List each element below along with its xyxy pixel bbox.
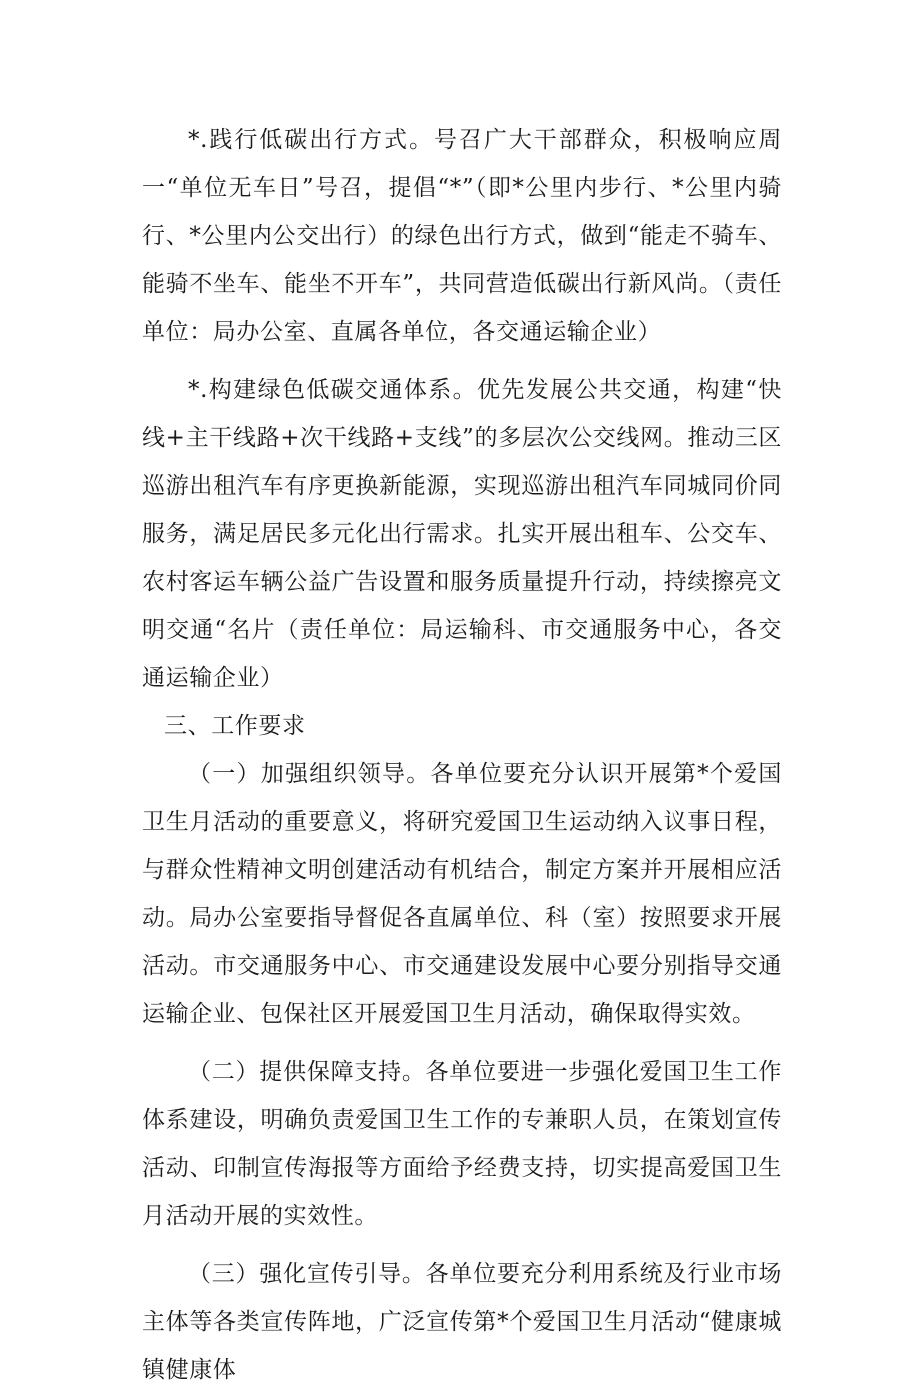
section-heading-work-requirements: 三、工作要求 [164,713,306,739]
requirement-support-guarantee: （二）提供保障支持。各单位要进一步强化爱国卫生工作体系建设，明确负责爱国卫生工作的专兼职人员，在策划宣传活动、印制宣传海报等方面给予经费支持，切实提高爱国卫生月活动开展的实效性。 [142,1059,782,1229]
requirement-publicity-guidance: （三）强化宣传引导。各单位要充分利用系统及行业市场主体等各类宣传阵地，广泛宣传第*个爱国卫生月活动“健康城镇健康体 [142,1261,782,1383]
requirement-organization-leadership: （一）加强组织领导。各单位要充分认识开展第*个爱国卫生月活动的重要意义，将研究爱国卫生运动纳入议事日程，与群众性精神文明创建活动有机结合，制定方案并开展相应活动。局办公室要指导督促各直属单位、科（室）按照要求开展活动。市交通服务中心、市交通建设发展中心要分别指导交通运输企业、包保社区开展爱国卫生月活动，确保取得实效。 [142,761,782,1027]
paragraph-low-carbon-travel: *.践行低碳出行方式。号召广大干部群众，积极响应周一“单位无车日”号召，提倡“*”（即*公里内步行、*公里内骑行、*公里内公交出行）的绿色出行方式，做到“能走不骑车、能骑不坐车、能坐不开车”，共同营造低碳出行新风尚。（责任单位：局办公室、直属各单位，各交通运输企业） [142,127,782,345]
document-body [142,116,782,1394]
paragraph-green-transport-system: *.构建绿色低碳交通体系。优先发展公共交通，构建“快线+主干线路+次干线路+支线”的多层次公交线网。推动三区巡游出租汽车有序更换新能源，实现巡游出租汽车同城同价同服务，满足居民多元化出行需求。扎实开展出租车、公交车、农村客运车辆公益广告设置和服务质量提升行动，持续擦亮文明交通“名片（责任单位：局运输科、市交通服务中心，各交通运输企业） [142,377,782,691]
